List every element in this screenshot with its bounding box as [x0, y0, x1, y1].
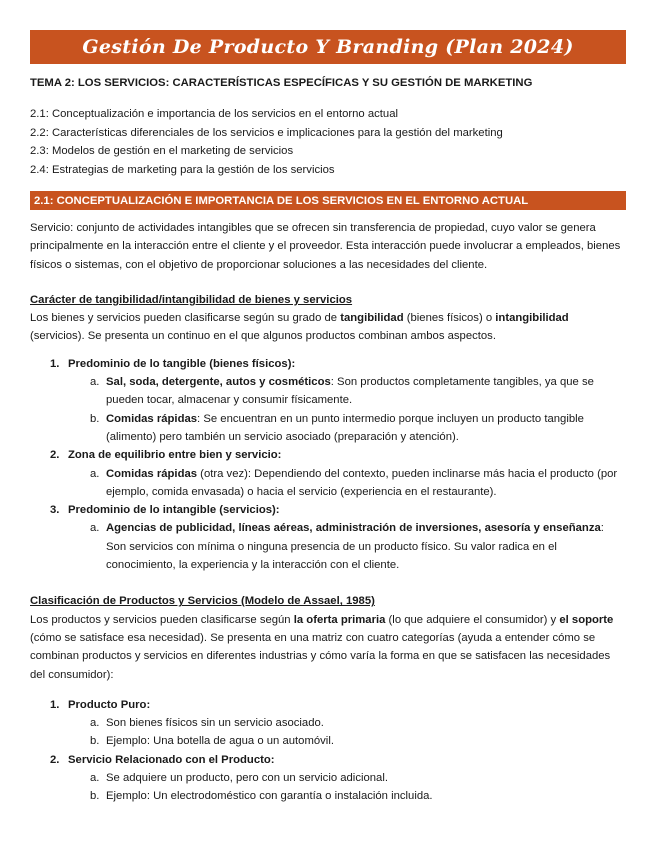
sub-list-item: a. Sal, soda, detergente, autos y cosméticos: Son productos completamente tangibles, ya que se pueden tocar, almacenar y consumir físicamente. — [90, 376, 594, 407]
section-heading-bar: 2.1: CONCEPTUALIZACIÓN E IMPORTANCIA DE LOS SERVICIOS EN EL ENTORNO ACTUAL — [30, 191, 626, 210]
sub-list-item: a. Agencias de publicidad, líneas aéreas, administración de inversiones, asesoría y enseñanza: Son servicios con mínima o ninguna presencia de un producto físico. Su valor radica en el conocimiento, la experiencia y la interacción con el cliente. — [90, 522, 604, 572]
tangibility-intro: Los bienes y servicios pueden clasificarse según su grado de tangibilidad (bienes físicos) o intangibilidad (servicios). Se presenta un continuo en el que algunos productos combinan ambos aspectos. — [30, 312, 569, 343]
toc-item: 2.4: Estrategias de marketing para la gestión de los servicios — [30, 163, 335, 176]
list-item: 1. Producto Puro: a. Son bienes físicos sin un servicio asociado. b. Ejemplo: Una botella de agua o un automóvil. — [68, 696, 626, 751]
toc-item: 2.1: Conceptualización e importancia de los servicios en el entorno actual — [30, 108, 398, 120]
toc-item: 2.2: Características diferenciales de los servicios e implicaciones para la gestión del marketing — [30, 126, 503, 139]
toc-item: 2.3: Modelos de gestión en el marketing de servicios — [30, 145, 294, 157]
service-definition: Servicio: conjunto de actividades intangibles que se ofrecen sin transferencia de propiedad, cuyo valor se genera principalmente en la interacción entre el cliente y el proveedor. Esta interacción puede involucrar a empleados, bienes físicos o sistemas, con el objetivo de proporcionar soluciones a las necesidades del cliente. — [30, 222, 621, 271]
classification-intro: Los productos y servicios pueden clasificarse según la oferta primaria (lo que adquiere el consumidor) y el soporte (cómo se satisface esa necesidad). Se presenta en una matriz con cuatro categorías (ayuda a entender cómo se combinan productos y servicios en diferentes industrias y cómo varía la forma en que se satisfacen las necesidades del consumidor): — [30, 613, 614, 681]
list-item: 2. Zona de equilibrio entre bien y servicio: a. Comidas rápidas (otra vez): Dependiendo del contexto, pueden inclinarse más hacia el producto (por ejemplo, comida envasada) o hacia el servicio (experiencia en el restaurante). — [68, 446, 626, 501]
list-item: 2. Servicio Relacionado con el Producto: a. Se adquiere un producto, pero con un servicio adicional. b. Ejemplo: Un electrodoméstico con garantía o instalación incluida. — [68, 751, 626, 806]
course-title-banner: Gestión De Producto Y Branding (Plan 2024) — [30, 30, 626, 64]
tangibility-list — [30, 355, 626, 575]
sub-list-item: b. Ejemplo: Una botella de agua o un automóvil. — [90, 735, 334, 748]
topic-heading: TEMA 2: LOS SERVICIOS: CARACTERÍSTICAS ESPECÍFICAS Y SU GESTIÓN DE MARKETING — [30, 77, 533, 89]
classification-list — [30, 696, 626, 806]
sub-list-item: b. Ejemplo: Un electrodoméstico con garantía o instalación incluida. — [90, 790, 433, 803]
classification-subheading: Clasificación de Productos y Servicios (Modelo de Assael, 1985) — [30, 595, 375, 608]
sub-list-item: a. Se adquiere un producto, pero con un servicio adicional. — [90, 772, 388, 785]
list-item: 3. Predominio de lo intangible (servicios): a. Agencias de publicidad, líneas aéreas, administración de inversiones, asesoría y enseñanza: Son servicios con mínima o ninguna presencia de un producto físico. Su valor radica en el conocimiento, la experiencia y la interacción con el cliente. — [68, 501, 626, 574]
document-page — [30, 30, 626, 806]
tangibility-subheading: Carácter de tangibilidad/intangibilidad de bienes y servicios — [30, 293, 353, 306]
sub-list-item: b. Comidas rápidas: Se encuentran en un punto intermedio porque incluyen un producto tangible (alimento) pero también un servicio asociado (preparación y atención). — [90, 412, 584, 443]
sub-list-item: a. Son bienes físicos sin un servicio asociado. — [90, 717, 324, 730]
sub-list-item: a. Comidas rápidas (otra vez): Dependiendo del contexto, pueden inclinarse más hacia el producto (por ejemplo, comida envasada) o hacia el servicio (experiencia en el restaurante). — [90, 467, 618, 498]
list-item: 1. Predominio de lo tangible (bienes físicos): a. Sal, soda, detergente, autos y cosméticos: Son productos completamente tangibles, ya que se pueden tocar, almacenar y consumir físicamente. b. Comidas rápidas: Se encuentran en un punto intermedio porque incluyen un producto tangible (alimento) pero también un servicio asociado (preparación y atención). — [68, 355, 626, 446]
table-of-contents — [30, 105, 626, 179]
